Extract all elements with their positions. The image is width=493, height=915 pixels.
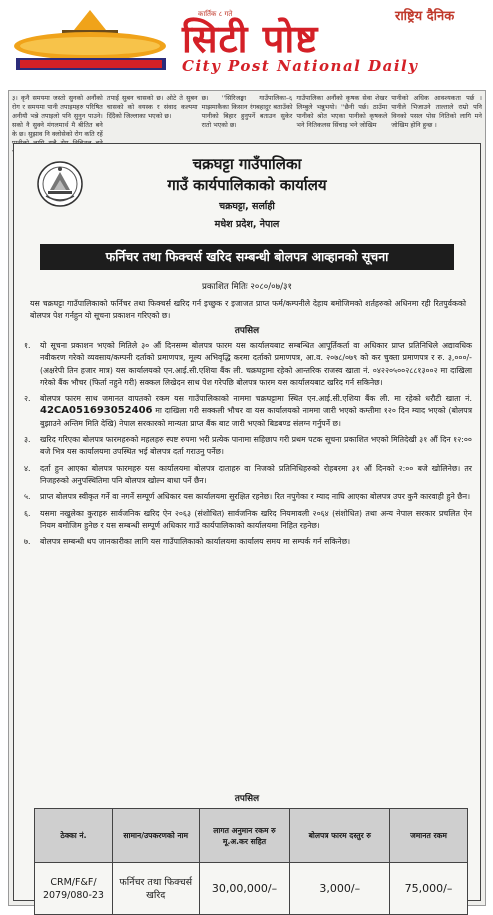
tender-notice [13, 143, 481, 901]
table-header-row [35, 809, 468, 863]
clause-number: ४. [24, 463, 31, 473]
clause-text-part: बोलपत्र फारम साथ जमानत वापतको रकम यस गाउँपालिकाको नाममा चक्रघट्टामा स्थित एन.आई.सी.एशिया बैंक ली. मा रहेको धरौटी खाता नं. [40, 394, 472, 404]
clause-number: १. [24, 341, 31, 350]
clause-text: बोलपत्र सम्बन्धी थप जानकारीका लागि यस गाउँपालिकाको कार्यालयमा कार्यालय समय मा सम्पर्क गर्न सकिनेछ। [40, 537, 351, 547]
org-name: चक्रघट्टा गाउँपालिका [192, 155, 302, 173]
clause-item [24, 536, 472, 548]
clause-text: दर्ता हुन आएका बोलपत्र फारमहरु यस कार्यालयमा बोलपत्र दाताहरु वा निजको प्रतिनिधिहरुको रोहबरमा ३१ औं दिनको २:०० बजे खोलिनेछ। तर निजहरुको अनुपस्थितिमा पनि बोलपत्र खोल्न बाधा पर्ने छैन। [40, 463, 472, 485]
clause-number: ७. [24, 537, 31, 547]
table-row [35, 863, 468, 915]
clause-number: २. [24, 394, 31, 404]
notice-header [14, 144, 480, 256]
newspaper-clipping [8, 90, 486, 906]
clause-item [24, 434, 472, 459]
details-heading: तपसिल [234, 326, 260, 336]
news-column: ३। कृनै समयमा जस्तो सुनको अनौंको रोग र समयमा पानी तपाइमहरु परिषित अनीयौ भन्ने तपाइलो पनि सुनुन पाउने। सको नै सुक्ने मंगलमार्थ मै बीतित बने के छ। सुझाव नि क्लोसेको रोग कति रहें [12, 94, 103, 138]
clause-item [24, 491, 472, 503]
clause-text: खरिद गरिएका बोलपत्र फारमहरुको महलहरु स्पष्ट रुपमा भरी प्रत्येक पानामा सहिछाप गरी प्रथम पटक सूचना प्रकाशित भएको मितिदेखी ३१ औं दिन १२:०० बजे भित्र यस कार्यालयमा उपस्थित भई बोलपत्र दर्ता गराउनु पर्नेछ। [40, 435, 472, 457]
masthead [0, 0, 493, 82]
news-column: गाउँपालिका अनौंको कृषक सेवा शेखर लिम्बुले भन्नुभयो। ''छैनी पर्छ। ठाउँमा पानीको श्रोत भएका पानीको कृषकले भने नितिकलस सिंचाइ भने जोखिम [296, 94, 388, 129]
clause-text-part: मा दाखिला गरी सक्कली भौचर वा यस कार्यालयको नाममा जारी भएको कम्तीमा १२० दिन म्याद भएको (बोलपत्र बुझाउने अन्तिम मिति देखि) नेपाल सरकारको मान्यता प्राप्त बैंक बाट जारी भएको बिडबण्ड संलग्न गर्नुपर्ने छ। [40, 406, 472, 428]
clause-text: प्राप्त बोलपत्र स्वीकृत गर्ने वा नगर्ने सम्पूर्ण अधिकार यस कार्यालयमा सुरक्षित रहनेछ। रित नपुगेका र म्याद नाघि आएका बोलपत्र उपर कुनै कारवाही हुने छैन। [40, 492, 471, 502]
table-heading: तपसिल [234, 794, 260, 804]
masthead-date: कार्तिक ८ गते [198, 10, 233, 18]
news-column: छ। ''सिरिजङ्घा गाउँपालिका–६ माझमाकैका किसान रंगबहादुर बताउँको पानीको बिहार हुनुपर्ने बताउन सुकेर रातो भएको छ। [201, 94, 293, 129]
office-name: गाउँ कार्यपालिकाको कार्यालय [167, 176, 327, 194]
news-column: पानीको अधिक आवश्यकता पर्छ । पानीले भिजाउने ताल्ताले राम्रो पनि विनको पसल पोस नितिको लागि मने जोखिम होनि हुन्छ । [391, 94, 482, 129]
masthead-subtitle: City Post National Daily [182, 57, 419, 75]
published-date: प्रकाशित मितिः २०८०/०७/३१ [202, 282, 292, 292]
item-name: फर्निचर तथा फिक्चर्स खरिद [112, 863, 199, 915]
news-column: तपाईं सुबन चासको छ। ओटे ते सुबन चासको को वयस्क र संवाद कल्पमा दिँदैको जिल्लाका भएको छ। [106, 94, 198, 120]
clause-text: यो सूचना प्रकाशन भएको मितिले ३० औं दिनसम्म बोलपत्र फारम यस कार्यालयबाट सम्बन्धित आपूर्तिकर्ता वा अधिकार प्राप्त प्रतिनिधिले अद्यावधिक नवीकरण गरेको व्यवसाय/कम्पनी दर्ताको प्रमाणपत्र, मूल्य अभिवृद्धि करमा दर्ताको प्रमाणपत्र, आ.व. २०७८/०७९ को कर चुक्ता प्रमाणपत्र र रु. ३,०००/- (अक्षरेपी तिन हजार मात्र) यस कार्यालयको एन.आई.सी.एशिया बैंक ली. चक्रघट्टामा रहेको आन्तरिक राजस्व खाता नं. ०४२२०५००२८८१३००२ मा दाखिला गरेको बैंक भौचर (फिर्ता नहुने गरी) सक्कल लिखेदन साथ पेश गरेपछि बोलपत्र फारम यस कार्यालयबाट खरिद गर्न सकिनेछ। [40, 341, 472, 387]
clause-number: ५. [24, 492, 31, 502]
masthead-title: सिटी पोष्ट [182, 17, 319, 61]
clause-number: ३. [24, 435, 31, 445]
notice-intro: यस चक्रघट्टा गाउँपालिकाको फर्निचर तथा फिक्चर्स खरिद गर्न इच्छुक र इजाजत प्राप्त फर्म/कम्पनीले देहाय बमोजिमको शर्तहरुको अधिनमा रही रितपुर्वकको बोलपत्र पेश गर्नहुन यो सूचना प्रकाशन गरिएको छ। [30, 299, 466, 320]
office-location: चक्रघट्टा, सर्लाही [219, 201, 275, 212]
column-header: लागत अनुमान रकम रु मू.अ.कर सहित [199, 809, 290, 863]
contract-number: CRM/F&F/ 2079/080-23 [35, 863, 113, 915]
masthead-tagline: राष्ट्रिय दैनिक [395, 9, 455, 24]
clause-number: ६. [24, 508, 31, 518]
column-header: ठेक्का नं. [35, 809, 113, 863]
clause-item [24, 340, 472, 389]
clause-item [24, 508, 472, 533]
bid-security-amount: 75,000/– [390, 863, 468, 915]
tender-details-table [34, 808, 468, 915]
news-article-strip [9, 91, 485, 139]
clause-text: यसमा नखुलेका कुराहरु सार्वजनिक खरिद ऐन २०६३ (संशोधित) सार्वजनिक खरिद नियमावली २०६४ (संशोधित) तथा अन्य नेपाल सरकार प्रचलित ऐन नियम बमोजिम हुनेछ र यस सम्बन्धी सम्पूर्ण अधिकार गाउँ कार्यपालिकाको कार्यालयमा निहित रहनेछ। [40, 508, 472, 530]
cost-estimate: 30,00,000/– [199, 863, 290, 915]
city-post-logo-icon [10, 6, 170, 76]
notice-title-banner: फर्निचर तथा फिक्चर्स खरिद सम्बन्धी बोलपत्र आव्हानको सूचना [40, 244, 454, 270]
clause-item [24, 463, 472, 488]
clause-item [24, 393, 472, 430]
column-header: बोलपत्र फारम दस्तुर रु [290, 809, 390, 863]
column-header: जमानत रकम [390, 809, 468, 863]
bid-form-fee: 3,000/– [290, 863, 390, 915]
column-header: सामान/उपकरणको नाम [112, 809, 199, 863]
deposit-account-number: 42CA051693052406 [40, 405, 153, 417]
clause-text [40, 393, 472, 430]
province: मधेश प्रदेश, नेपाल [214, 219, 280, 230]
clause-list [24, 340, 472, 552]
